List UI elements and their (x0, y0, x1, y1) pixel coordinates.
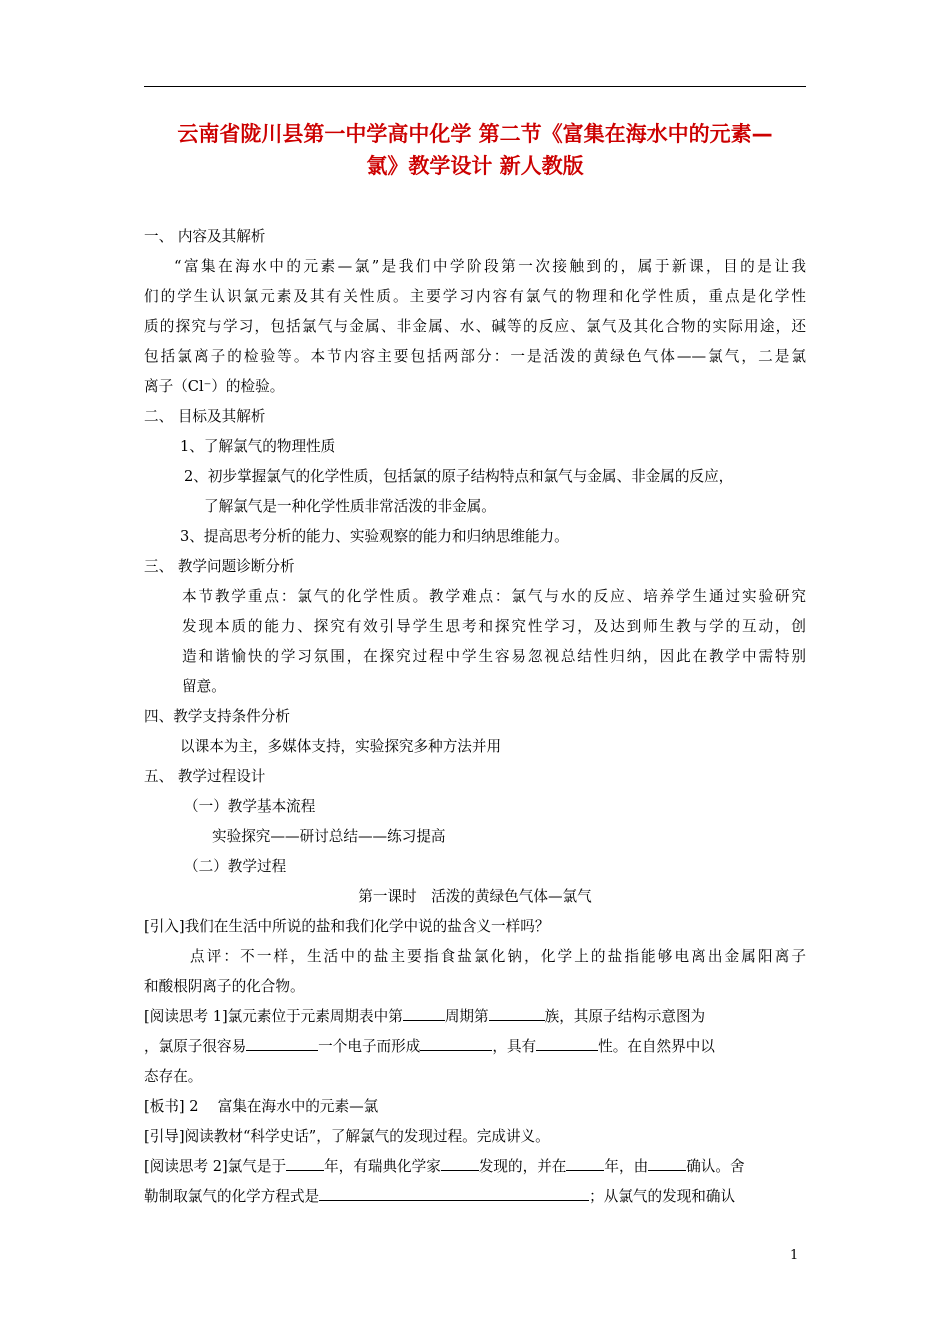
page-number: 1 (790, 1248, 799, 1263)
paragraph-line: 和酸根阴离子的化合物。 (144, 978, 305, 995)
text-run: 确认。舍 (686, 1158, 745, 1175)
list-item: 了解氯气是一种化学性质非常活泼的非金属。 (204, 498, 496, 515)
paragraph-line: 态存在。 (144, 1068, 203, 1085)
board-note: [板书] 2 富集在海水中的元素—氯 (144, 1098, 379, 1115)
section-heading: 三、 教学问题诊断分析 (144, 558, 295, 575)
text-run: 性。在自然界中以 (598, 1038, 715, 1055)
section-heading: 二、 目标及其解析 (144, 408, 266, 425)
paragraph-line: 造和谐愉快的学习氛围，在探究过程中学生容易忽视总结性归纳，因此在教学中需特别 (182, 648, 806, 665)
paragraph-line: 们的学生认识氯元素及其有关性质。主要学习内容有氯气的物理和化学性质，重点是化学性 (144, 288, 806, 305)
text-run: [阅读思考 2]氯气是于 (144, 1158, 287, 1175)
section-heading: 四、教学支持条件分析 (144, 708, 290, 725)
paragraph-line: 以课本为主，多媒体支持，实验探究多种方法并用 (180, 738, 502, 755)
paragraph-line: [引导]阅读教材“科学史话”，了解氯气的发现过程。完成讲义。 (144, 1128, 550, 1145)
section-heading: 五、 教学过程设计 (144, 768, 266, 785)
text-run: ；从氯气的发现和确认 (589, 1188, 736, 1205)
fill-blank (441, 1155, 479, 1171)
paragraph-line: 留意。 (182, 678, 226, 695)
title-line-1: 云南省陇川县第一中学高中化学 第二节《富集在海水中的元素— (177, 122, 773, 146)
fill-blank (566, 1155, 604, 1171)
reading-question-1-cont (144, 1032, 806, 1062)
header-rule (144, 86, 806, 87)
text-run: [阅读思考 1]氯元素位于元素周期表中第 (144, 1008, 403, 1025)
paragraph-line: [引入]我们在生活中所说的盐和我们化学中说的盐含义一样吗？ (144, 918, 550, 935)
text-run: 周期第 (444, 1008, 489, 1025)
paragraph-line: 质的探究与学习，包括氯气与金属、非金属、水、碱等的反应、氯气及其化合物的实际用途，还 (144, 318, 806, 335)
list-item: 1、了解氯气的物理性质 (180, 438, 336, 455)
paragraph-line: “富集在海水中的元素—氯”是我们中学阶段第一次接触到的，属于新课，目的是让我 (174, 258, 806, 275)
subsection-heading: （一）教学基本流程 (184, 798, 316, 815)
paragraph-line: 点评：不一样，生活中的盐主要指食盐氯化钠，化学上的盐指能够电离出金属阳离子 (190, 948, 806, 965)
text-run: 勒制取氯气的化学方程式是 (144, 1188, 320, 1205)
paragraph-line: 包括氯离子的检验等。本节内容主要包括两部分：一是活泼的黄绿色气体——氯气，二是氯 (144, 348, 806, 365)
fill-blank (286, 1155, 324, 1171)
reading-question-2 (144, 1152, 806, 1182)
document-body (144, 222, 806, 1212)
title-line-2: 氯》教学设计 新人教版 (366, 154, 584, 178)
fill-blank (246, 1035, 318, 1051)
text-run: ，氯原子很容易 (144, 1038, 247, 1055)
text-run: 年，有瑞典化学家 (324, 1158, 441, 1175)
text-run: 发现的，并在 (478, 1158, 567, 1175)
fill-blank (403, 1005, 445, 1021)
text-run: 族，其原子结构示意图为 (544, 1008, 706, 1025)
paragraph-line: 发现本质的能力、探究有效引导学生思考和探究性学习，及达到师生教与学的互动，创 (182, 618, 806, 635)
document-title (144, 118, 806, 182)
lesson-title: 第一课时 活泼的黄绿色气体—氯气 (358, 888, 592, 905)
reading-question-1 (144, 1002, 806, 1032)
text-run: 一个电子而形成 (318, 1038, 421, 1055)
paragraph-line: 本节教学重点：氯气的化学性质。教学难点：氯气与水的反应、培养学生通过实验研究 (182, 588, 806, 605)
text-run: 年，由 (604, 1158, 649, 1175)
fill-blank (648, 1155, 686, 1171)
paragraph-line: 离子（Cl⁻）的检验。 (144, 378, 285, 395)
fill-blank (489, 1005, 545, 1021)
flow-line: 实验探究——研讨总结——练习提高 (212, 828, 446, 845)
fill-blank (420, 1035, 492, 1051)
fill-blank (319, 1185, 589, 1201)
reading-question-2-cont (144, 1182, 806, 1212)
section-heading: 一、 内容及其解析 (144, 228, 266, 245)
text-run: ，具有 (492, 1038, 537, 1055)
list-item: 2、初步掌握氯气的化学性质，包括氯的原子结构特点和氯气与金属、非金属的反应， (184, 468, 734, 485)
list-item: 3、提高思考分析的能力、实验观察的能力和归纳思维能力。 (180, 528, 569, 545)
fill-blank (536, 1035, 598, 1051)
subsection-heading: （二）教学过程 (184, 858, 287, 875)
